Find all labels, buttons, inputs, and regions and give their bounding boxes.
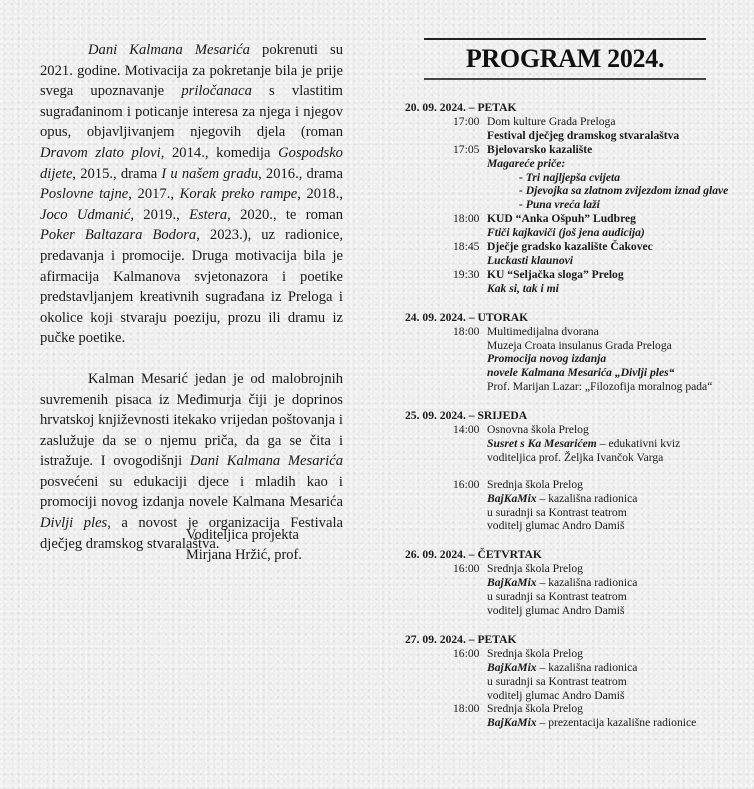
body-text: , 2020., te roman: [227, 206, 343, 223]
event-line: [453, 171, 754, 185]
event-time: 17:00: [453, 114, 480, 128]
program-event: [400, 478, 754, 534]
program-day: [400, 548, 754, 618]
event-line: [453, 423, 754, 437]
event-time: 18:45: [453, 240, 480, 254]
event-text: Promocija novog izdanja: [487, 352, 607, 366]
event-line: [453, 254, 754, 268]
event-line: [453, 492, 754, 506]
event-line: [453, 702, 754, 716]
event-text: - Puna vreća laži: [519, 198, 600, 212]
program-event: [400, 702, 754, 730]
program-event: [400, 647, 754, 703]
event-text: – kazališna radionica: [536, 576, 638, 590]
event-text: Multimedijalna dvorana: [487, 324, 599, 338]
program-day: [400, 101, 754, 296]
day-heading: 27. 09. 2024. – PETAK: [405, 632, 517, 646]
event-line: [453, 647, 754, 661]
program-event: [400, 115, 754, 143]
event-text: BajKaMix: [487, 576, 537, 590]
event-text: Ftiči kajkaviči (još jena audicija): [487, 226, 645, 240]
signature-block: [186, 526, 302, 565]
body-text: posvećeni su edukaciji djece i mladih kao i promociji novog izdanja novele Kalmana Mesarića: [40, 473, 343, 511]
program-event: [400, 143, 754, 213]
event-text: Prof. Marijan Lazar: „Filozofija moralnog pada“: [487, 380, 713, 394]
event-text: - Djevojka sa zlatnom zvijezdom iznad glave: [519, 184, 729, 198]
event-text: Srednja škola Prelog: [487, 562, 583, 576]
event-time: 18:00: [453, 324, 480, 338]
intro-paragraph-1: [40, 40, 343, 349]
italic-title-text: Gospodsko dijete: [40, 144, 343, 182]
program-event: [400, 325, 754, 395]
event-text: BajKaMix: [487, 491, 537, 505]
body-text: , 2017.,: [128, 186, 180, 203]
event-time: 19:30: [453, 267, 480, 281]
event-line: [453, 506, 754, 520]
event-text: voditelj glumac Andro Damiš: [487, 604, 625, 617]
event-time: 14:00: [453, 423, 480, 437]
event-line: [453, 212, 754, 226]
event-line: [453, 451, 754, 465]
program-event: [400, 212, 754, 240]
event-text: KU “Seljačka sloga” Prelog: [487, 267, 624, 281]
event-text: Bjelovarsko kazalište: [487, 142, 593, 156]
program-event: [400, 240, 754, 268]
body-text: , 2016., drama: [258, 165, 343, 182]
event-line: [453, 198, 754, 212]
event-line: [453, 562, 754, 576]
event-time: 18:00: [453, 702, 480, 716]
body-text: pokrenuti su 2021. godine. Motivacija za pokretanje bila je prije svega upoznavanje: [40, 42, 343, 100]
event-line: [453, 716, 754, 730]
event-line: [453, 268, 754, 282]
day-heading: 26. 09. 2024. – ČETVRTAK: [405, 548, 542, 562]
event-text: Kak si, tak i mi: [487, 281, 559, 295]
event-time: 16:00: [453, 477, 480, 491]
body-text: , 2018.,: [297, 186, 343, 203]
event-time: 18:00: [453, 212, 480, 226]
event-line: [453, 339, 754, 353]
event-text: novele Kalmana Mesarića „Divlji ples“: [487, 366, 675, 380]
intro-text-column: [40, 40, 343, 554]
body-text: , 2019.,: [130, 206, 190, 223]
event-line: [453, 184, 754, 198]
italic-title-text: priločanaca: [181, 83, 252, 100]
event-text: Dom kulture Grada Preloga: [487, 114, 616, 128]
italic-title-text: Korak preko rampe: [179, 186, 298, 203]
title-rule-bottom: [424, 78, 706, 80]
signature-role: Voditeljica projekta: [186, 527, 299, 543]
title-rule-top: [424, 38, 706, 40]
program-day: [400, 633, 754, 730]
event-line: [453, 519, 754, 533]
day-heading: 20. 09. 2024. – PETAK: [405, 101, 517, 114]
event-line: [453, 115, 754, 129]
event-text: Magareće priče:: [487, 156, 566, 170]
italic-title-text: Poker Baltazara Bodora: [40, 227, 197, 244]
event-line: [453, 590, 754, 604]
event-line: [453, 675, 754, 689]
event-line: [453, 366, 754, 380]
event-text: u suradnji sa Kontrast teatrom: [487, 590, 627, 604]
event-text: - Tri najljepša cvijeta: [519, 170, 620, 184]
event-text: voditelj glumac Andro Damiš: [487, 519, 625, 533]
italic-title-text: Dani Kalmana Mesarića: [88, 42, 250, 58]
italic-title-text: Dravom zlato plovi: [40, 144, 161, 161]
event-text: BajKaMix: [487, 716, 537, 730]
body-text: , a novost je organizacija Festivala dječjeg dramskog stvaralaštva.: [40, 515, 343, 552]
event-text: – kazališna radionica: [536, 491, 638, 505]
event-time: 16:00: [453, 646, 480, 660]
signature-name: Mirjana Hržić, prof.: [186, 546, 302, 563]
program-event: [400, 423, 754, 465]
event-line: [453, 478, 754, 492]
event-line: [453, 129, 754, 143]
italic-title-text: Poslovne tajne: [40, 186, 129, 203]
event-time: 16:00: [453, 562, 480, 576]
event-line: [453, 661, 754, 675]
event-text: – prezentacija kazališne radionice: [536, 716, 697, 730]
italic-title-text: Estera: [189, 206, 228, 223]
event-text: – edukativni kviz: [596, 436, 681, 450]
event-text: voditelj glumac Andro Damiš: [487, 688, 625, 702]
program-event: [400, 562, 754, 618]
day-heading: 25. 09. 2024. – SRIJEDA: [405, 409, 528, 423]
event-line: [453, 325, 754, 339]
event-text: Susret s Ka Mesarićem: [487, 436, 597, 450]
body-text: , 2023.), uz radionice, predavanja i promocije. Druga motivacija bila je afirmacija Kalmanova svjetonazora i poetike predstavljanjem kreativnih sugrađana iz Preloga i okolice koji stvaraju poeziju, prozu ili dramu iz pučke poetike.: [40, 227, 343, 347]
event-text: Dječje gradsko kazalište Čakovec: [487, 240, 653, 254]
event-line: [453, 576, 754, 590]
event-text: u suradnji sa Kontrast teatrom: [487, 674, 627, 688]
event-line: [453, 437, 754, 451]
italic-title-text: Joco Udmanić: [40, 206, 131, 223]
body-text: , 2014., komedija: [160, 144, 279, 161]
event-line: [453, 689, 754, 703]
event-text: Srednja škola Prelog: [487, 477, 583, 491]
italic-title-text: Dani Kalmana Mesarića: [189, 453, 344, 470]
event-text: u suradnji sa Kontrast teatrom: [487, 505, 627, 519]
event-text: BajKaMix: [487, 660, 537, 674]
body-text: s vlastitim sugrađaninom i poticanje interesa za njega i njegov opus, objavljivanjem njegovih djela (roman: [40, 83, 343, 141]
event-text: voditeljica prof. Željka Ivančok Varga: [487, 450, 664, 464]
body-text: Kalman Mesarić jedan je od malobrojnih suvremenih pisaca iz Međimurja čiji je doprinos hrvatskoj književnosti itekako vrijedan poštovanja i zaslužuje da se o njemu priča, da ga se čita i istražuje. I ovogodišnji: [40, 370, 343, 470]
program-schedule: [400, 101, 754, 745]
program-day: [400, 311, 754, 394]
program-title: PROGRAM 2024.: [465, 44, 665, 73]
event-line: [453, 143, 754, 157]
event-line: [453, 240, 754, 254]
event-time: 17:05: [453, 142, 480, 156]
event-line: [453, 352, 754, 366]
program-day: [400, 409, 754, 533]
event-line: [453, 282, 754, 296]
event-text: Festival dječjeg dramskog stvaralaštva: [487, 128, 680, 142]
event-text: Osnovna škola Prelog: [487, 423, 589, 437]
event-text: Muzeja Croata insulanus Grada Preloga: [487, 338, 672, 352]
event-line: [453, 380, 754, 394]
italic-title-text: I u našem gradu: [161, 165, 259, 182]
event-text: Srednja škola Prelog: [487, 702, 583, 716]
event-text: Luckasti klaunovi: [487, 253, 573, 267]
event-line: [453, 604, 754, 618]
event-line: [453, 226, 754, 240]
body-text: , 2015., drama: [72, 165, 162, 182]
day-heading: 24. 09. 2024. – UTORAK: [405, 310, 529, 324]
italic-title-text: Divlji ples: [40, 515, 108, 532]
event-text: – kazališna radionica: [536, 660, 638, 674]
event-text: Srednja škola Prelog: [487, 646, 583, 660]
event-line: [453, 157, 754, 171]
program-event: [400, 268, 754, 296]
event-text: KUD “Anka Ošpuh” Ludbreg: [487, 212, 636, 226]
